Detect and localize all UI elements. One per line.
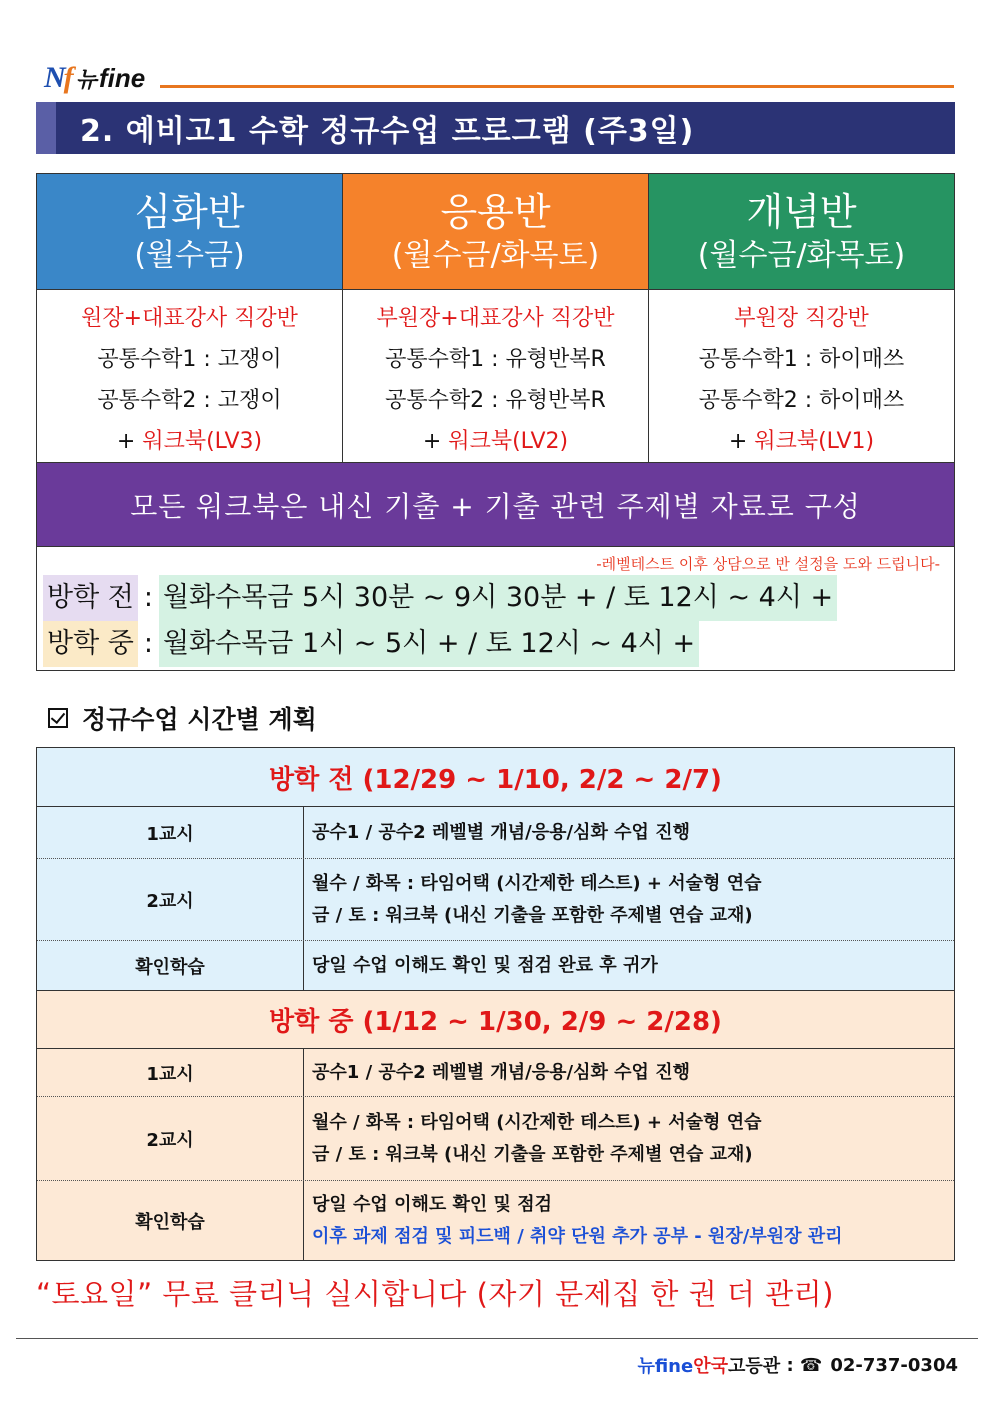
timetable xyxy=(36,747,955,1261)
class-workbook-line: + 워크북(LV3) xyxy=(116,429,263,454)
schedule-before: 방학 전 : 월화수목금 5시 30분 ~ 9시 30분 + / 토 12시 ~ 4시 + xyxy=(43,575,948,621)
period-label: 확인학습 xyxy=(37,1181,304,1260)
class-days: (월수금/화목토) xyxy=(391,237,600,273)
period-label: 1교시 xyxy=(37,1049,304,1096)
table-row xyxy=(37,1096,954,1180)
header-divider xyxy=(160,85,954,88)
class-body xyxy=(37,289,342,462)
class-name: 개념반 xyxy=(746,189,857,234)
class-workbook-line: + 워크북(LV2) xyxy=(422,429,569,454)
checkbox-icon xyxy=(48,708,68,728)
section-title: 정규수업 시간별 계획 xyxy=(82,705,317,734)
schedule-during-label: 방학 중 xyxy=(43,621,138,667)
page-title: 2. 예비고1 수학 정규수업 프로그램 (주3일) xyxy=(80,114,695,149)
phone-icon: ☎ xyxy=(799,1354,823,1376)
logo-english: fine xyxy=(98,62,146,93)
footer-branch: 안국 xyxy=(693,1356,728,1377)
brand-logo xyxy=(44,58,145,98)
class-math2: 공통수학2 : 고쟁이 xyxy=(97,388,282,413)
class-table xyxy=(36,173,955,671)
schedule-before-value: 월화수목금 5시 30분 ~ 9시 30분 + / 토 12시 ~ 4시 + xyxy=(159,575,837,621)
class-workbook-line: + 워크북(LV1) xyxy=(728,429,875,454)
class-days: (월수금) xyxy=(134,237,245,273)
table-row xyxy=(37,858,954,940)
period-desc: 공수1 / 공수2 레벨별 개념/응용/심화 수업 진행 xyxy=(312,1061,690,1083)
workbook-band-text: 모든 워크북은 내신 기출 + 기출 관련 주제별 자료로 구성 xyxy=(130,489,861,523)
class-column-deep xyxy=(37,174,343,462)
workbook-band xyxy=(37,462,954,546)
table-row xyxy=(37,940,954,990)
class-workbook: 워크북(LV3) xyxy=(142,429,263,454)
schedule-note: -레벨테스트 이후 상담으로 반 설정을 도와 드립니다- xyxy=(596,555,940,573)
footer-divider xyxy=(16,1338,978,1339)
period-label: 확인학습 xyxy=(37,941,304,990)
schedule-during: 방학 중 : 월화수목금 1시 ~ 5시 + / 토 12시 ~ 4시 + xyxy=(43,621,948,667)
section-heading xyxy=(48,700,317,736)
timetable-during-heading: 방학 중 (1/12 ~ 1/30, 2/9 ~ 2/28) xyxy=(37,990,954,1048)
title-bar xyxy=(36,102,955,154)
table-row xyxy=(37,1180,954,1260)
footer-contact: 뉴fine 안국 고등관 : ☎ 02-737-0304 xyxy=(637,1352,958,1378)
class-instructor: 부원장 직강반 xyxy=(734,306,869,331)
followup-note: 이후 과제 점검 및 피드백 / 취약 단원 추가 공부 - 원장/부원장 관리 xyxy=(312,1225,843,1247)
period-desc: 월수 / 화목 : 타임어택 (시간제한 테스트) + 서술형 연습 금 / 토 : 워크북 (내신 기출을 포함한 주제별 연습 교재) xyxy=(312,1111,762,1165)
class-body xyxy=(343,289,648,462)
class-body xyxy=(649,289,954,462)
class-math1: 공통수학1 : 고쟁이 xyxy=(97,347,282,372)
schedule-box xyxy=(37,546,954,670)
class-instructor: 부원장+대표강사 직강반 xyxy=(376,306,615,331)
period-desc: 당일 수업 이해도 확인 및 점검 완료 후 귀가 xyxy=(312,954,658,976)
class-math1: 공통수학1 : 하이매쓰 xyxy=(698,347,905,372)
class-days: (월수금/화목토) xyxy=(697,237,906,273)
footer-campus: 고등관 xyxy=(728,1356,781,1377)
period-desc: 공수1 / 공수2 레벨별 개념/응용/심화 수업 진행 xyxy=(312,821,690,843)
class-math2: 공통수학2 : 유형반복R xyxy=(385,388,606,413)
class-column-applied xyxy=(343,174,649,462)
class-workbook: 워크북(LV1) xyxy=(754,429,875,454)
class-math2: 공통수학2 : 하이매쓰 xyxy=(698,388,905,413)
class-header xyxy=(649,174,954,289)
period-label: 2교시 xyxy=(37,1097,304,1180)
logo-korean: 뉴 xyxy=(75,67,97,93)
period-label: 1교시 xyxy=(37,807,304,858)
class-header xyxy=(343,174,648,289)
period-desc: 당일 수업 이해도 확인 및 점검 이후 과제 점검 및 피드백 / 취약 단원 추가 공부 - 원장/부원장 관리 xyxy=(304,1181,954,1260)
schedule-before-label: 방학 전 xyxy=(43,575,138,621)
class-math1: 공통수학1 : 유형반복R xyxy=(385,347,606,372)
class-header xyxy=(37,174,342,289)
table-row xyxy=(37,806,954,858)
class-workbook: 워크북(LV2) xyxy=(448,429,569,454)
schedule-during-value: 월화수목금 1시 ~ 5시 + / 토 12시 ~ 4시 + xyxy=(159,621,699,667)
class-name: 응용반 xyxy=(440,189,551,234)
clinic-note: “토요일” 무료 클리닉 실시합니다 (자기 문제집 한 권 더 관리) xyxy=(36,1277,834,1311)
footer-brand: 뉴fine xyxy=(637,1356,694,1377)
logo-mark: Nf xyxy=(44,61,72,94)
class-name: 심화반 xyxy=(134,189,245,234)
period-desc: 월수 / 화목 : 타임어택 (시간제한 테스트) + 서술형 연습 금 / 토 : 워크북 (내신 기출을 포함한 주제별 연습 교재) xyxy=(312,872,762,926)
period-label: 2교시 xyxy=(37,859,304,940)
title-accent xyxy=(36,102,56,154)
class-instructor: 원장+대표강사 직강반 xyxy=(81,306,298,331)
timetable-before-heading: 방학 전 (12/29 ~ 1/10, 2/2 ~ 2/7) xyxy=(37,748,954,806)
table-row xyxy=(37,1048,954,1096)
footer-phone: 02-737-0304 xyxy=(830,1354,958,1376)
class-column-concept xyxy=(649,174,954,462)
